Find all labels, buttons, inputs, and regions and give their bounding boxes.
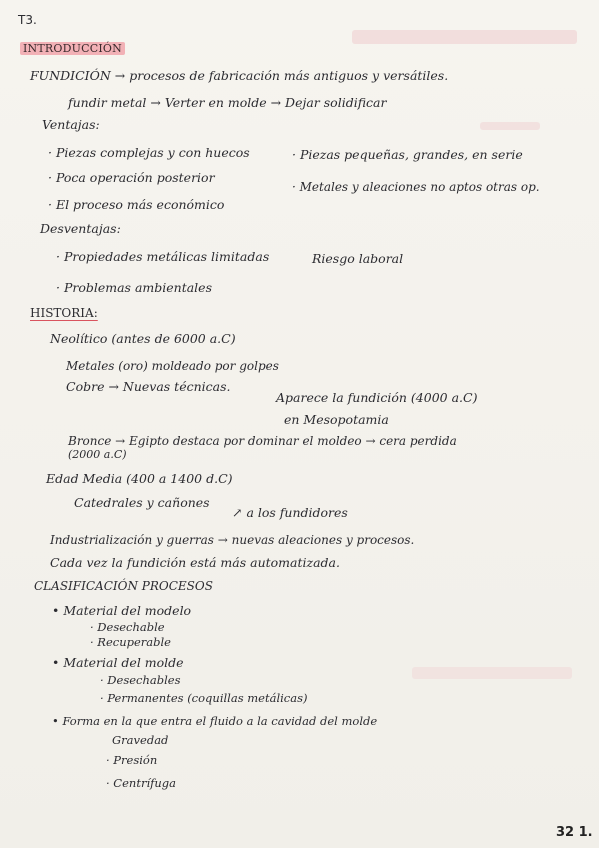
clasificacion-line: · Permanentes (coquillas metálicas)	[100, 691, 308, 705]
historia-line: Edad Media (400 a 1400 d.C)	[46, 471, 233, 486]
clasificacion-line: • Material del molde	[52, 655, 184, 670]
historia-line: Cada vez la fundición está más automatizada.	[50, 555, 340, 570]
clasificacion-line: Gravedad	[112, 733, 169, 747]
fundicion-definition: FUNDICIÓN → procesos de fabricación más antiguos y versátiles.	[30, 68, 449, 83]
clasificacion-line: · Desechable	[90, 620, 165, 634]
section-heading-historia: HISTORIA:	[30, 306, 98, 320]
clasificacion-line: · Desechables	[100, 673, 181, 687]
historia-line: Metales (oro) moldeado por golpes	[66, 359, 279, 373]
page-header-label: T3.	[18, 13, 37, 27]
historia-line: ↗ a los fundidores	[232, 505, 348, 520]
historia-line: Catedrales y cañones	[74, 495, 210, 510]
historia-line: Cobre → Nuevas técnicas.	[66, 379, 231, 394]
desventaja-item: · Problemas ambientales	[56, 280, 212, 295]
clasificacion-line: · Centrífuga	[106, 776, 176, 790]
clasificacion-line: • Material del modelo	[52, 603, 192, 618]
historia-line: Aparece la fundición (4000 a.C)	[276, 390, 478, 405]
ventajas-title: Ventajas:	[42, 117, 100, 132]
section-heading-clasificacion: CLASIFICACIÓN PROCESOS	[34, 579, 213, 593]
desventaja-item: Riesgo laboral	[312, 251, 404, 266]
desventajas-title: Desventajas:	[40, 221, 121, 236]
section-heading-introduccion: INTRODUCCIÓN	[20, 42, 125, 55]
historia-line: Industrialización y guerras → nuevas aleaciones y procesos.	[50, 533, 415, 547]
ventaja-item: · Piezas pequeñas, grandes, en serie	[292, 147, 523, 162]
ventaja-item: · Metales y aleaciones no aptos otras op.	[292, 180, 540, 194]
historia-line: en Mesopotamia	[284, 412, 389, 427]
clasificacion-line: • Forma en la que entra el fluido a la cavidad del molde	[52, 714, 378, 728]
bleed-highlight-right	[480, 122, 540, 130]
clasificacion-line: · Recuperable	[90, 635, 171, 649]
bleed-highlight-top	[352, 30, 577, 44]
bleed-highlight-mid	[412, 667, 572, 679]
desventaja-item: · Propiedades metálicas limitadas	[56, 249, 270, 264]
clasificacion-line: · Presión	[106, 753, 158, 767]
ventaja-item: · El proceso más económico	[48, 197, 225, 212]
historia-line: (2000 a.C)	[68, 448, 127, 461]
historia-line: Bronce → Egipto destaca por dominar el moldeo → cera perdida	[68, 434, 457, 448]
historia-line: Neolítico (antes de 6000 a.C)	[50, 331, 236, 346]
ventaja-item: · Poca operación posterior	[48, 170, 215, 185]
fundicion-process: fundir metal → Verter en molde → Dejar solidificar	[68, 95, 387, 110]
page-number: 32 1.	[556, 825, 593, 840]
ventaja-item: · Piezas complejas y con huecos	[48, 145, 250, 160]
